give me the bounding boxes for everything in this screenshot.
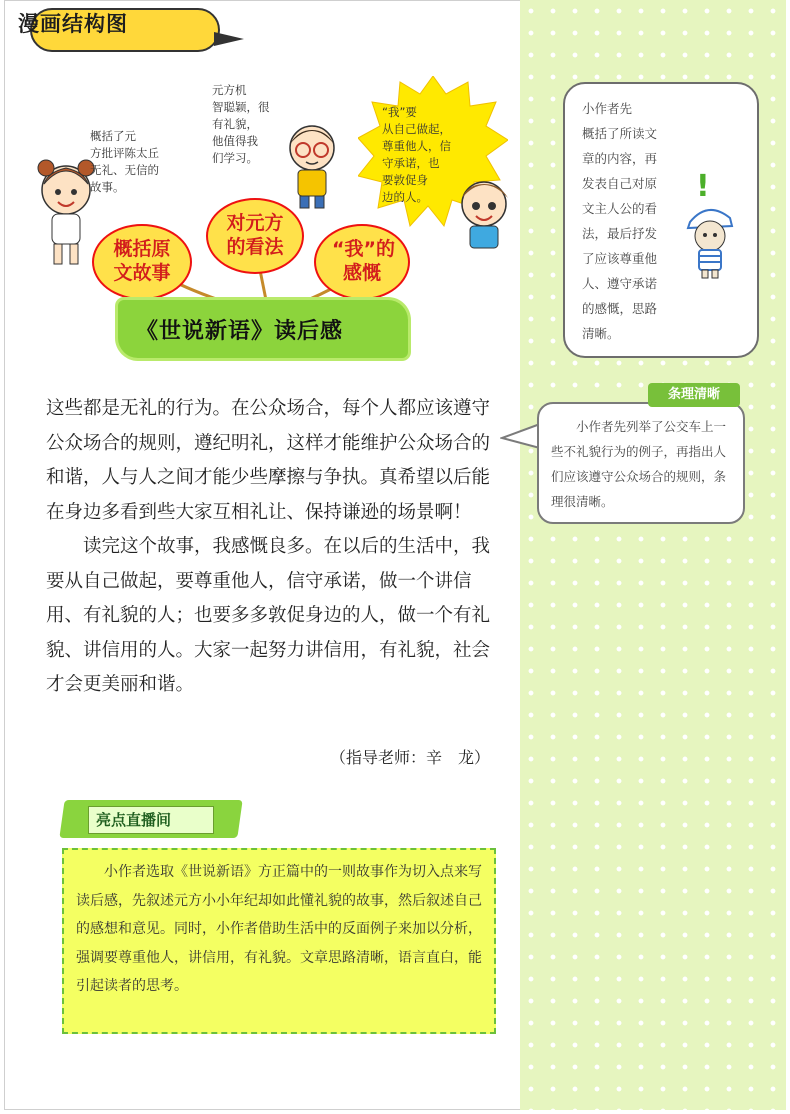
side-note-2-card — [537, 402, 745, 524]
highlight-text: 小作者选取《世说新语》方正篇中的一则故事作为切入点来写读后感，先叙述元方小小年纪却如此懂礼貌的故事，然后叙述自己的感想和意见。同时，小作者借助生活中的反面例子来加以分析，强调要尊重他人，讲信用，有礼貌。文章思路清晰，语言直白，能引起读者的思考。 — [76, 864, 482, 994]
highlight-text-block — [76, 858, 486, 1001]
boy-glasses-character-icon — [282, 118, 342, 210]
cat-cap-character-icon — [680, 170, 740, 280]
essay-body — [46, 392, 506, 703]
side-note-2-tag: 条理清晰 — [648, 383, 740, 407]
girl-character-icon — [34, 150, 98, 270]
speech-left: 概括了元 方批评陈太丘 无礼、无信的 故事。 — [90, 129, 159, 194]
tag-view-on-yuanfang — [206, 198, 304, 274]
comic-header-label: 漫画结构图 — [18, 12, 128, 36]
teacher-signature: （指导老师：辛 龙） — [330, 748, 491, 767]
side-note-2-text: 小作者先列举了公交车上一些不礼貌行为的例子，再指出人们应该遵守公众场合的规则，条理很清晰。 — [551, 419, 727, 509]
title-banner-text: 《世说新语》读后感 — [136, 319, 344, 344]
speech-middle: 元方机 智聪颖，很 有礼貌， 他值得我 们学习。 — [212, 83, 270, 165]
highlight-title: 亮点直播间 — [96, 811, 172, 829]
tag-my-feelings-label: “我”的感慨 — [332, 238, 395, 284]
speech-right: “我”要 从自己做起， 尊重他人，信 守承诺，也 要敦促身 边的人。 — [382, 105, 451, 204]
tag-summarize-story-label: 概括原文故事 — [113, 238, 171, 284]
essay-paragraph-1: 这些都是无礼的行为。在公众场合，每个人都应该遵守公众场合的规则，遵纪明礼，这样才能维护公众场合的和谐，人与人之间才能少些摩擦与争执。真希望以后能在身边多看到些大家互相礼让、保持谦逊的场景啊！ — [46, 398, 491, 523]
tag-summarize-story — [92, 224, 192, 300]
note-pointer — [500, 422, 540, 452]
svg-text:!: ! — [696, 170, 710, 204]
side-note-text: 小作者先 概括了所读文 章的内容，再 发表自己对原 文主人公的看 法，最后抒发 了应该尊重他 人、遵守承诺 的感慨，思路 清晰。 — [582, 101, 658, 341]
tag-my-feelings — [314, 224, 410, 300]
essay-paragraph-2: 读完这个故事，我感慨良多。在以后的生活中，我要从自己做起，要尊重他人，信守承诺，做一个讲信用、有礼貌的人；也要多多敦促身边的人，做一个有礼貌、讲信用的人。大家一起努力讲信用，有礼貌，社会才会更美丽和谐。 — [46, 536, 491, 695]
tag-view-on-yuanfang-label: 对元方的看法 — [226, 212, 284, 258]
boy-right-character-icon — [454, 176, 516, 252]
